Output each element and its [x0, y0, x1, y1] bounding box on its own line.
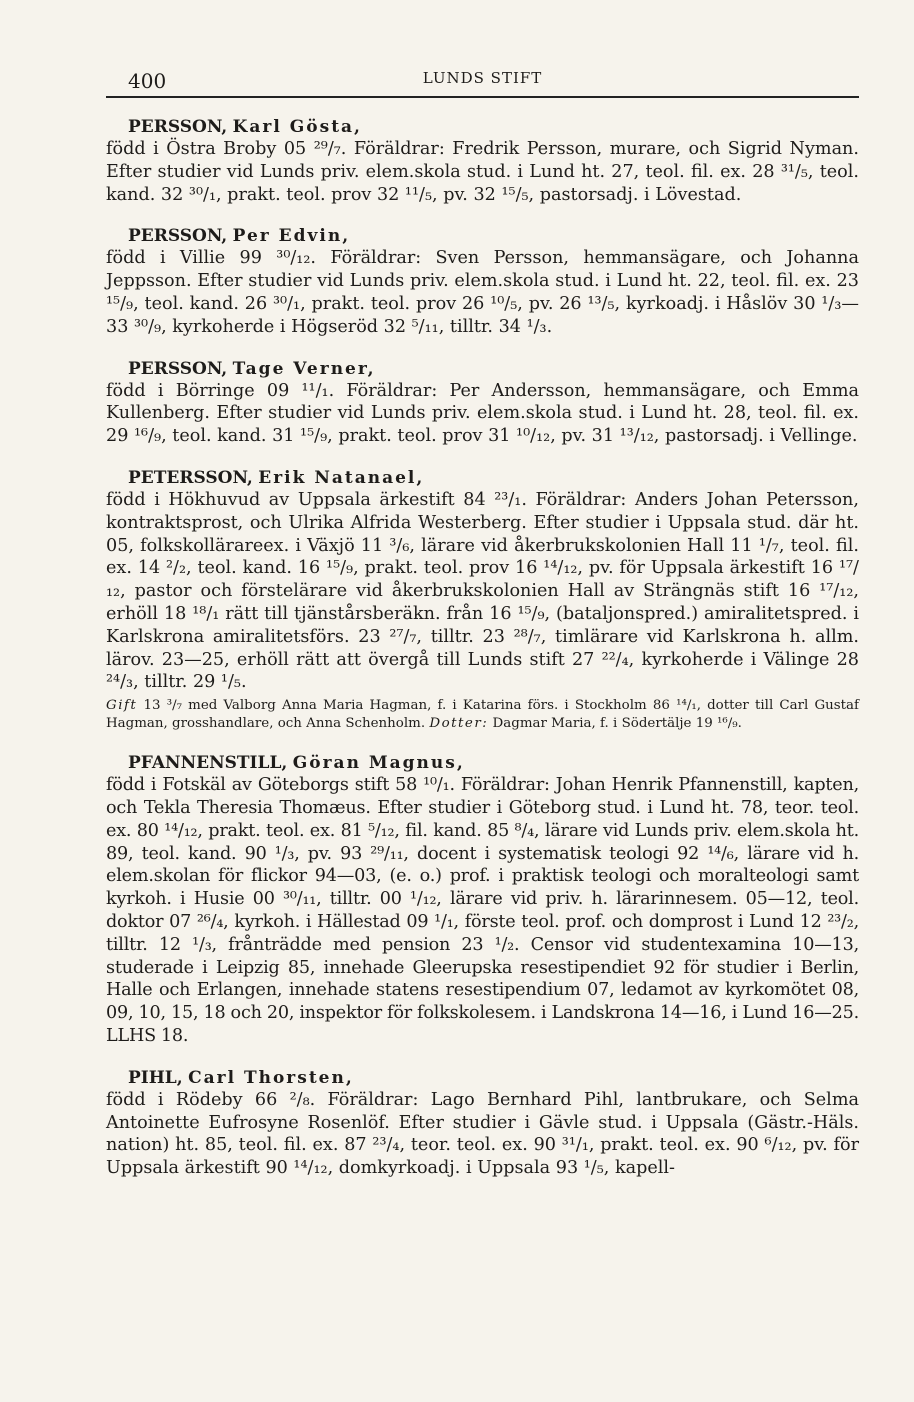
entry-given-names: Göran Magnus, [292, 753, 465, 774]
entry-given-names: Per Edvin, [232, 226, 351, 247]
biography-entry [106, 116, 859, 206]
entry-given-names: Karl Gösta, [232, 117, 362, 137]
entry-text: född i Fotskäl av Göteborgs stift 58 ¹⁰/₁. Föräldrar: Johan Henrik Pfannenstill, kapten, och Tekla Theresia Thomæus. Efter studier i Göteborg stud. i Lund ht. 78, teor. teol. ex. 80 ¹⁴/₁₂, prakt. teol. ex. 81 ⁵/₁₂, fil. kand. 85 ⁸/₄, lärare vid Lunds priv. elem.skola ht. 89, teol. kand. 90 ¹/₃, pv. 93 ²⁹/₁₁, docent i systematisk teologi 92 ¹⁴/₆, lärare vid h. elem.skolan för flickor 94—03, (e. o.) prof. i praktisk teologi och moralteologi samt kyrkoh. i Husie 00 ³⁰/₁₁, tilltr. 00 ¹/₁₂, lärare vid priv. h. lärarinnesem. 05—12, teol. doktor 07 ²⁶/₄, kyrkoh. i Hällestad 09 ¹/₁, förste teol. prof. och domprost i Lund 12 ²³/₂, tilltr. 12 ¹/₃, frånträdde med pension 23 ¹/₂. Censor vid studentexamina 10—13, studerade i Leipzig 85, innehade Gleerupska resestipendiet 92 för studier i Berlin, Halle och Erlangen, innehade statens resestipendium 07, ledamot av kyrkomötet 08, 09, 10, 15, 18 och 20, inspektor för folkskolesem. i Landskrona 14—16, i Lund 16—25. LLHS 18. [106, 775, 859, 1046]
entry-surname: PERSSON, [128, 117, 228, 137]
biography-entry [106, 752, 859, 1048]
entry-given-names: Carl Thorsten, [188, 1067, 354, 1088]
note-lead-married: Gift [106, 698, 138, 714]
entry-text: född i Börringe 09 ¹¹/₁. Föräldrar: Per Andersson, hemmansägare, och Emma Kullenberg. Efter studier vid Lunds priv. elem.skola stud. i Lund ht. 28, teol. fil. ex. 29 ¹⁶/₉, teol. kand. 31 ¹⁵/₉, prakt. teol. prov 31 ¹⁰/₁₂, pv. 31 ¹³/₁₂, pastorsadj. i Vellinge. [106, 380, 859, 447]
note-text-daughter: Dagmar Maria, f. i Södertälje 19 ¹⁶/₉. [492, 716, 742, 732]
entry-family-note [106, 697, 859, 733]
entry-name [128, 752, 859, 774]
page-number: 400 [128, 69, 167, 93]
entry-name [128, 225, 859, 247]
entry-given-names: Erik Natanael, [258, 467, 425, 488]
running-title: LUNDS STIFT [422, 69, 543, 87]
biography-entry [106, 225, 859, 338]
entry-text: född i Hökhuvud av Uppsala ärkestift 84 ²³/₁. Föräldrar: Anders Johan Petersson, kontraktsprost, och Ulrika Alfrida Westerberg. Efter studier i Uppsala stud. där ht. 05, folkskollärareex. i Växjö 11 ³/₆, lärare vid åkerbrukskolonien Hall 11 ¹/₇, teol. fil. ex. 14 ²/₂, teol. kand. 16 ¹⁵/₉, prakt. teol. prov 16 ¹⁴/₁₂, pv. för Uppsala ärkestift 16 ¹⁷/₁₂, pastor och förstelärare vid åkerbrukskolonien Hall av Strängnäs stift 16 ¹⁷/₁₂, erhöll 18 ¹⁸/₁ rätt till tjänstårsberäkn. från 16 ¹⁵/₉, (bataljonspred.) amiralitetspred. i Karlskrona amiralitetsförs. 23 ²⁷/₇, tilltr. 23 ²⁸/₇, timlärare vid Karlskrona h. allm. lärov. 23—25, erhöll rätt att övergå till Lunds stift 27 ²²/₄, kyrkoherde i Välinge 28 ²⁴/₃, tilltr. 29 ¹/₅. [106, 489, 859, 693]
biography-list [106, 116, 859, 1199]
entry-text: född i Villie 99 ³⁰/₁₂. Föräldrar: Sven Persson, hemmansägare, och Johanna Jeppsson. Efter studier vid Lunds priv. elem.skola stud. i Lund ht. 22, teol. fil. ex. 23 ¹⁵/₉, teol. kand. 26 ³⁰/₁, prakt. teol. prov 26 ¹⁰/₅, pv. 26 ¹³/₅, kyrkoadj. i Håslöv 30 ¹/₃—33 ³⁰/₉, kyrkoherde i Högseröd 32 ⁵/₁₁, tilltr. 34 ¹/₃. [106, 248, 859, 337]
entry-name [128, 1067, 859, 1089]
biography-entry [106, 1067, 859, 1180]
entry-name [128, 467, 859, 489]
note-text: 13 ³/₇ med Valborg Anna Maria Hagman, f. i Katarina förs. i Stockholm 86 ¹⁴/₁, dotter till Carl Gustaf Hagman, grosshandlare, och Anna Schenholm. [106, 698, 859, 732]
entry-text: född i Östra Broby 05 ²⁹/₇. Föräldrar: Fredrik Persson, murare, och Sigrid Nyman. Efter studier vid Lunds priv. elem.skola stud. i Lund ht. 27, teol. fil. ex. 28 ³¹/₅, teol. kand. 32 ³⁰/₁, prakt. teol. prov 32 ¹¹/₅, pv. 32 ¹⁵/₅, pastorsadj. i Lövestad. [106, 139, 859, 205]
entry-surname: PIHL, [128, 1067, 183, 1088]
page-header [106, 66, 859, 98]
entry-surname: PETERSSON, [128, 467, 253, 488]
entry-surname: PERSSON, [128, 226, 228, 247]
entry-text: född i Rödeby 66 ²/₈. Föräldrar: Lago Bernhard Pihl, lantbrukare, och Selma Antoinette Eufrosyne Rosenlöf. Efter studier i Gävle stud. i Uppsala (Gästr.-Häls. nation) ht. 85, teol. fil. ex. 87 ²³/₄, teor. teol. ex. 90 ³¹/₁, prakt. teol. ex. 90 ⁶/₁₂, pv. för Uppsala ärkestift 90 ¹⁴/₁₂, domkyrkoadj. i Uppsala 93 ¹/₅, kapell- [106, 1089, 859, 1179]
entry-name [128, 358, 859, 380]
entry-surname: PERSSON, [128, 358, 228, 379]
entry-given-names: Tage Verner, [232, 358, 376, 379]
entry-surname: PFANNENSTILL, [128, 753, 288, 774]
biography-entry [106, 358, 859, 448]
note-lead-daughter: Dotter: [429, 716, 489, 732]
biography-entry [106, 467, 859, 733]
entry-name [128, 116, 859, 138]
